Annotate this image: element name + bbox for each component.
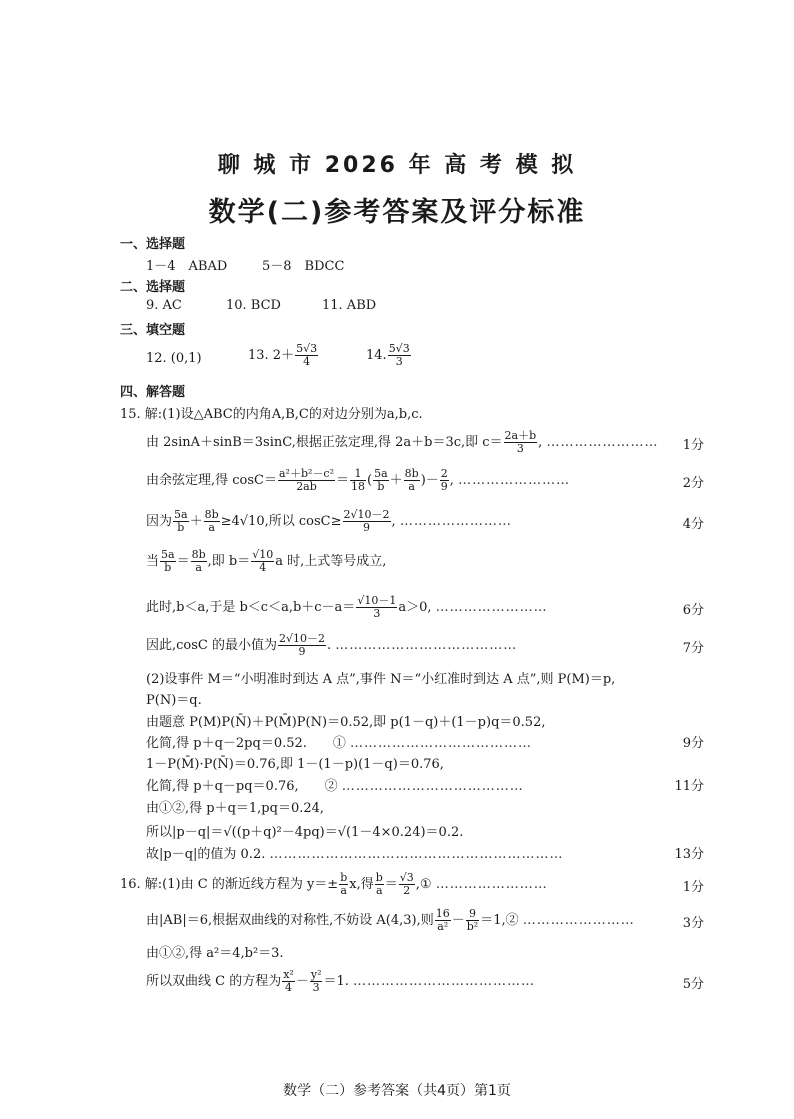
q15-line-4: 因为 $\frac{5a}{b}$ ＋ $\frac{8b}{a}$ ≥4√10,所以 cosC≥ $\frac{2√10-2}{9}$ , …………………… [146, 508, 512, 534]
q15-line-12: 1－P(M̄)·P(N̄)＝0.76,即 1－(1－p)(1－q)＝0.76, [146, 757, 444, 772]
exam-title: 聊 城 市 2026 年 高 考 模 拟 [217, 153, 577, 178]
score-mark: 2分 [682, 476, 704, 491]
section-heading-multi-choice: 二、选择题 [120, 280, 186, 295]
q16-line-4: 所以双曲线 C 的方程为 $\frac{\text{x²}}{4}$ － $\frac{\text{y²}}{3}$ ＝1. ………………………………… [146, 968, 536, 994]
answer-12: 12. (0,1) [146, 351, 202, 366]
q16-line-2: 由|AB|＝6,根据双曲线的对称性,不妨设 A(4,3),则 $\frac{16}{\text{a²}}$ － $\frac{9}{\text{b²}}$ ＝1,② …………………… [146, 907, 635, 933]
q15-line-16: 故|p－q|的值为 0.2. ……………………………………………………… [146, 847, 564, 862]
q15-line-7: 因此,cosC 的最小值为 $\frac{2√10-2}{9}$ . ………………………………… [146, 632, 518, 658]
score-mark: 5分 [682, 977, 704, 992]
q15-line-10: 由题意 P(M)P(N̄)＋P(M̄)P(N)＝0.52,即 p(1－q)＋(1－p)q＝0.52, [146, 715, 546, 730]
score-mark: 9分 [682, 736, 704, 751]
section-heading-fill-in: 三、填空题 [120, 323, 186, 338]
answer-10: 10. BCD [226, 298, 281, 313]
page-footer: 数学（二）参考答案（共4页）第1页 [283, 1083, 511, 1099]
section-heading-choice: 一、选择题 [120, 237, 186, 252]
q15-line-3: 由余弦定理,得 cosC＝ $\frac{\text{a²＋b²－c²}}{2ab}$ ＝ $\frac{1}{18}$ ( $\frac{5a}{b}$ ＋ $\frac{8b}{a}$ )－ $\frac{2}{9}$ , …………………… [146, 467, 571, 493]
answer-9: 9. AC [146, 298, 182, 313]
q16-line-1: 16. 解:(1)由 C 的渐近线方程为 y＝± $\frac{b}{a}$ x,得 $\frac{b}{a}$ ＝ $\frac{√3}{2}$ ,① …………………… [120, 871, 548, 897]
q15-line-14: 由①②,得 p＋q＝1,pq＝0.24, [146, 801, 325, 816]
answer-14: 14. $\frac{5√3}{3}$ [366, 342, 410, 368]
score-mark: 7分 [682, 641, 704, 656]
answer-11: 11. ABD [322, 298, 377, 313]
q15-line-13: 化简,得 p＋q－pq＝0.76, ② ………………………………… [146, 779, 524, 794]
answer-13: 13. 2＋ $\frac{5√3}{4}$ [248, 342, 318, 368]
score-mark: 3分 [682, 916, 704, 931]
document-title: 数学(二)参考答案及评分标准 [208, 197, 586, 228]
score-mark: 13分 [674, 847, 704, 862]
section-heading-solutions: 四、解答题 [120, 385, 186, 400]
score-mark: 1分 [682, 880, 704, 895]
score-mark: 11分 [674, 779, 704, 794]
q15-line-11: 化简,得 p＋q－2pq＝0.52. ① ………………………………… [146, 736, 533, 751]
score-mark: 6分 [682, 603, 704, 618]
q15-line-2: 由 2sinA＋sinB＝3sinC,根据正弦定理,得 2a＋b＝3c,即 c＝ $\frac{2a+b}{3}$ , …………………… [146, 429, 659, 455]
q16-line-3: 由①②,得 a²＝4,b²＝3. [146, 946, 284, 961]
q15-line-15: 所以|p－q|＝√((p＋q)²－4pq)＝√(1－4×0.24)＝0.2. [146, 825, 464, 840]
q15-line-6: 此时,b＜a,于是 b＜c＜a,b＋c－a＝ $\frac{√10-1}{3}$ a＞0, …………………… [146, 594, 548, 620]
q15-line-1: 15. 解:(1)设△ABC的内角A,B,C的对边分别为a,b,c. [120, 407, 423, 422]
answers-1-4: 1－4 ABAD [146, 259, 228, 274]
q15-line-5: 当 $\frac{5a}{b}$ ＝ $\frac{8b}{a}$ ,即 b＝ $\frac{√10}{4}$ a 时,上式等号成立, [146, 548, 387, 574]
q15-line-9: P(N)＝q. [146, 693, 202, 708]
score-mark: 4分 [682, 517, 704, 532]
score-mark: 1分 [682, 438, 704, 453]
answers-5-8: 5－8 BDCC [262, 259, 345, 274]
q15-line-8: (2)设事件 M＝“小明准时到达 A 点”,事件 N＝“小红准时到达 A 点”,则 P(M)＝p, [146, 672, 616, 687]
